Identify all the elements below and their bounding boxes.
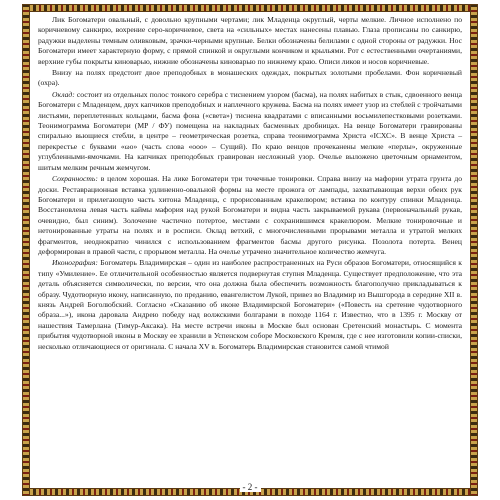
ornament-border-left xyxy=(22,4,30,496)
paragraph-text: Внизу на полях предстоит двое преподобных в монашеских одеждах, покрытых золотыми пробелами. Фон коричневый (охра). xyxy=(38,68,462,88)
paragraph-saints xyxy=(38,68,462,89)
ornament-border-top xyxy=(22,4,478,12)
ornament-border-right xyxy=(470,4,478,496)
body-text xyxy=(38,15,462,352)
paragraph-iconography xyxy=(38,258,462,352)
paragraph-faces xyxy=(38,15,462,67)
paragraph-lead: Оклад: xyxy=(52,89,75,99)
paragraph-text: состоит из отдельных полос тонкого серебра с тиснением узором (басма), на полях набитых в стык, сдвоенного венца Богоматери с Младенцем, двух капчиков преподобных и наплечного кружева. Басма на полях имеет узор из стеблей с тройчатыми листьями, переплетенных кольцами, басма фона («света») тиснена квадратами с вписанными восьмилепестковыми розетками. Теонимограмма Богоматери (МР / ФУ) помещена на накладных басменных дробницах. На венце Богоматери гравированы спирально вьющиеся стебли, в центре – геометрическая розетка, справа теонимограмма Христа «IСХС». В венце Христа – перекрестье с буквами «ωо» (часть слова «ооо» – Сущий). По краю венцов прочеканены мелкие «перлы», окруженные углубленными-ямочками. На капчиках преподобных гравирован несложный узор. Очелье выложено цветочным орнаментом, шитым мелким речным жемчугом. xyxy=(38,89,462,172)
paragraph-lead: Иконография: xyxy=(52,258,98,268)
paragraph-lead: Сохранность: xyxy=(52,174,98,184)
page-number-label: - 2 - xyxy=(240,482,261,492)
paragraph-condition xyxy=(38,174,462,257)
paragraph-text: Лик Богоматери овальный, с довольно крупными чертами; лик Младенца округлый, черты мелкие. Личное исполнено по коричневому санкирю, вохрение серо-коричневое, света на «сильных» местах нанесены плавью. Глаза прописаны по санкирю, радужки выделены темным оливковым, зрачки-черными крупные. Белки обозначены белилами с одной стороны от радужки. Нос Богоматери имеет характерную форму, с прямой спинкой и округлыми кончиком и крыльями. Рот с естественными очертаниями, верхние губы покрыты киноварью, нижние обозначены киноварью по нижнему краю. Описи ликов и носов коричневые. xyxy=(38,15,462,66)
paragraph-text: Богоматерь Владимирская – один из наиболее распространенных на Руси образов Богоматери, относящийся к типу «Умиление». Ее отличительной особенностью является подвернутая ступня Младенца. Существует предположение, что эта деталь объясняется символически, по версии, что она должна была обеспечить возможность благополучно прикладываться к образу. Чудотворную икону, написанную, по преданию, евангелистом Лукой, привез во Владимир из Вышгорода в середине XII в. князь Андрей Боголюбский. Согласно «Сказанию об иконе Владимирской Богоматери» («Повесть на сретение чудотворного образа...»), икона даровала Андрею победу над волжскими болгарами в походе 1164 г. Известно, что в 1395 г. Москву от нашествия Тамерлана (Тимур-Аксака). На месте встречи иконы в Москве был основан Сретенский монастырь. С момента прибытия чудотворной иконы в Москву ее хранили в Успенском соборе Московского Кремля, где с нее изготовили копии-списки, несколько отличающиеся от оригинала. С начала XV в. Богоматерь Владимирская становится самой чтимой xyxy=(38,258,462,351)
paragraph-oklad xyxy=(38,90,462,173)
paragraph-text: в целом хорошая. На лике Богоматери три точечные тонировки. Справа внизу на мафории утрата грунта до доски. Реставрационная вставка удлиненно-овальной формы на месте прожога от лампады, захватывающая верхи обеих рук Богоматери и прилегающую часть хитона Младенца, с прорисованным кракелюром; вставка по контуру спинки Младенца. Восстановлена левая часть каймы мафория над рукой Богоматери и видна часть закрываемой рукава (первоначальный рукав, очевидно, был синим). Золочение частично потертое, местами с сохранившимся кракелюром. Мелкие тонировочные и нетонированные утраты на полях и в росписи. Оклад ветхий, с многочисленными прорывами металла и утратой мелких фрагментов, неоднократно чинился с использованием фрагментов басмы другого рисунка. Позолота потерта. Венец деформирован в правой части, с прорывом металла. На очелье утрачено значительное количество жемчуга. xyxy=(38,174,462,256)
page-number xyxy=(0,482,500,492)
